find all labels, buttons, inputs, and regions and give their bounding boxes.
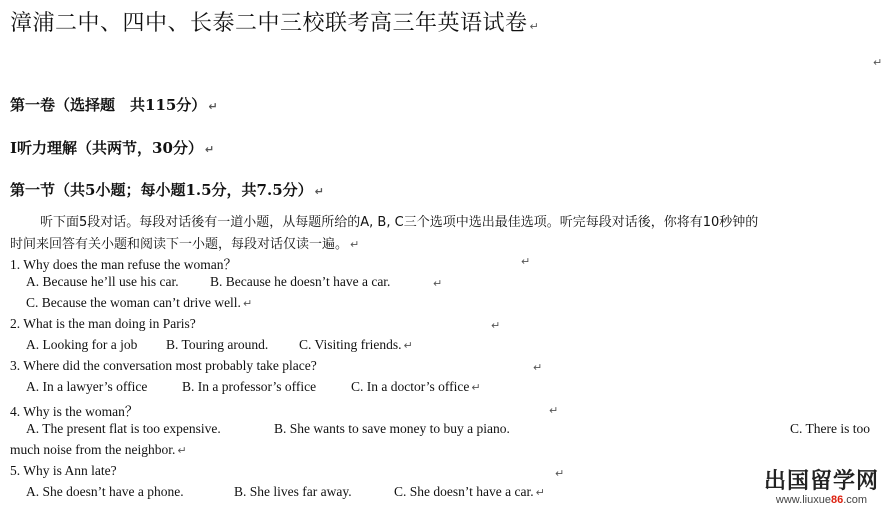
paragraph-mark: ↵ — [491, 319, 501, 332]
instructions-line-1: 听下面5段对话。每段对话後有一道小题，从每题所给的A, B, C三个选项中选出最佳选项。听完每段对话後，你将有10秒钟的 — [40, 215, 759, 230]
question-1-option-a: A. Because he’ll use his car. — [26, 274, 179, 289]
question-4-option-b: B. She wants to save money to buy a piano. — [274, 421, 510, 436]
paragraph-mark: ↵ — [204, 143, 215, 156]
question-4-stem: 4. Why is the woman？ — [10, 404, 139, 419]
paragraph-mark: ↵ — [433, 277, 443, 290]
question-2-option-b: B. Touring around. — [166, 337, 269, 352]
instructions-line-2: 时间来回答有关小题和阅读下一小题，每段对话仅读一遍。 ↵ — [10, 237, 360, 252]
paragraph-mark: ↵ — [314, 185, 324, 198]
paragraph-mark: ↵ — [177, 444, 187, 457]
paragraph-mark: ↵ — [242, 297, 253, 310]
question-1-option-c: C. Because the woman can’t drive well. ↵ — [26, 295, 253, 310]
question-4-option-c-continued: much noise from the neighbor. ↵ — [10, 442, 187, 457]
question-3-option-b: B. In a professor’s office — [182, 379, 317, 394]
paragraph-mark: ↵ — [208, 100, 218, 113]
paragraph-mark: ↵ — [403, 339, 413, 352]
paragraph-mark: ↵ — [555, 467, 565, 480]
paragraph-mark: ↵ — [529, 20, 540, 33]
question-5-stem: 5. Why is Ann late? — [10, 463, 117, 478]
paragraph-mark: ↵ — [535, 486, 545, 499]
question-1-stem: 1. Why does the man refuse the woman？ — [10, 257, 237, 272]
paragraph-mark: ↵ — [471, 381, 481, 394]
question-2-stem: 2. What is the man doing in Paris? — [10, 316, 196, 331]
paragraph-mark: ↵ — [521, 255, 531, 268]
question-2-option-c: C. Visiting friends. ↵ — [299, 337, 413, 352]
question-3-stem: 3. Where did the conversation most probably take place? — [10, 358, 317, 373]
question-5-option-b: B. She lives far away. — [234, 484, 352, 499]
question-5-option-c: C. She doesn’t have a car. ↵ — [394, 484, 545, 499]
section-part1-heading: 第一节（共5小题；每小题1.5分，共7.5分） ↵ — [10, 181, 324, 199]
question-2-option-a: A. Looking for a job — [26, 337, 138, 352]
site-watermark — [764, 470, 879, 506]
question-3-option-c: C. In a doctor’s office ↵ — [351, 379, 481, 394]
question-4-option-a: A. The present flat is too expensive. — [26, 421, 221, 436]
question-4-option-c: C. There is too — [790, 421, 870, 436]
section-listening-heading: I听力理解（共两节，30分） ↵ — [10, 139, 215, 157]
paragraph-mark: ↵ — [873, 56, 883, 69]
watermark-url: www.liuxue86.com — [775, 494, 868, 506]
paragraph-mark: ↵ — [350, 238, 360, 251]
watermark-text: 出国留学网 — [763, 469, 879, 494]
paragraph-mark: ↵ — [549, 404, 559, 417]
question-5-option-a: A. She doesn’t have a phone. — [26, 484, 184, 499]
paragraph-mark: ↵ — [533, 361, 543, 374]
section-volume-heading: 第一卷（选择题 共115分） ↵ — [10, 96, 218, 114]
question-1-option-b: B. Because he doesn’t have a car. — [210, 274, 391, 289]
question-3-option-a: A. In a lawyer’s office — [26, 379, 148, 394]
document-title: 漳浦二中、四中、长泰二中三校联考高三年英语试卷 ↵ — [10, 11, 540, 36]
